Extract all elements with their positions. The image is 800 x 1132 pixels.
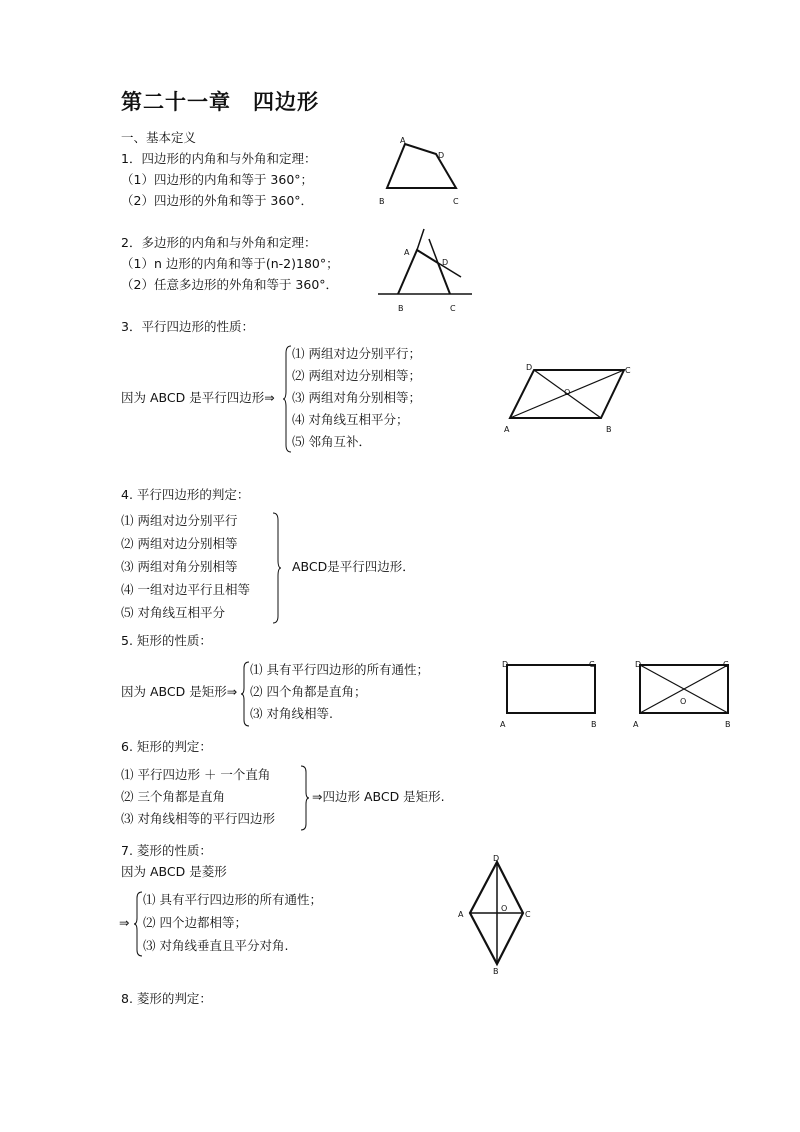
label-o: O (501, 904, 508, 913)
label-b: B (398, 304, 404, 313)
s2-heading: 2．多边形的内角和与外角和定理： (121, 235, 317, 250)
s4-heading: 4. 平行四边形的判定： (121, 487, 250, 502)
rectangle-diagonals-figure (630, 655, 740, 730)
s7-item-3: ⑶ 对角线垂直且平分对角. (143, 938, 289, 953)
exterior-angle-figure (370, 225, 480, 320)
s6-item-1: ⑴ 平行四边形 ＋ 一个直角 (121, 767, 271, 782)
s4-item-1: ⑴ 两组对边分别平行 (121, 513, 238, 528)
rectangle-figure (495, 655, 605, 730)
label-a: A (404, 248, 410, 257)
label-a: A (500, 720, 506, 729)
label-c: C (450, 304, 456, 313)
label-a: A (633, 720, 639, 729)
label-c: C (625, 366, 631, 375)
label-a: A (504, 425, 510, 434)
s7-item-1: ⑴ 具有平行四边形的所有通性； (143, 892, 322, 907)
s3-heading: 3．平行四边形的性质： (121, 319, 254, 334)
left-brace (133, 891, 143, 957)
chapter-topic: 四边形 (253, 90, 319, 114)
s4-item-4: ⑷ 一组对边平行且相等 (121, 582, 250, 597)
label-c: C (525, 910, 531, 919)
s7-arrow: ⇒ (119, 915, 130, 930)
s7-heading: 7. 菱形的性质： (121, 843, 212, 858)
label-o: O (564, 388, 571, 397)
right-brace (300, 765, 310, 831)
s1-line-2: （2）四边形的外角和等于 360°． (121, 193, 314, 208)
label-d: D (438, 151, 445, 160)
s5-item-1: ⑴ 具有平行四边形的所有通性； (250, 662, 429, 677)
s6-result: ⇒四边形 ABCD 是矩形. (312, 789, 445, 804)
s1-line-1: （1）四边形的内角和等于 360°； (121, 172, 314, 187)
label-b: B (606, 425, 612, 434)
s6-item-3: ⑶ 对角线相等的平行四边形 (121, 811, 275, 826)
section-basic-definitions: 一、基本定义 (121, 130, 197, 145)
s5-item-3: ⑶ 对角线相等. (250, 706, 333, 721)
s1-heading: 1．四边形的内角和与外角和定理： (121, 151, 317, 166)
parallelogram-figure (498, 362, 643, 440)
label-d: D (493, 854, 500, 863)
label-c: C (453, 197, 459, 206)
left-brace (240, 661, 250, 727)
label-a: A (458, 910, 464, 919)
quadrilateral-figure (370, 130, 480, 210)
s2-line-2: （2）任意多边形的外角和等于 360°． (121, 277, 339, 292)
chapter-number: 第二十一章 (121, 90, 231, 114)
s7-lead: 因为 ABCD 是菱形 (121, 864, 227, 879)
rhombus-figure (450, 850, 545, 980)
label-d: D (442, 258, 449, 267)
right-brace (272, 512, 282, 624)
label-b: B (379, 197, 385, 206)
page-title (121, 86, 319, 116)
label-d: D (526, 363, 533, 372)
s4-result: ABCD是平行四边形． (292, 559, 415, 574)
s6-item-2: ⑵ 三个角都是直角 (121, 789, 225, 804)
label-a: A (400, 136, 406, 145)
s3-item-1: ⑴ 两组对边分别平行； (292, 346, 421, 361)
s3-lead: 因为 ABCD 是平行四边形⇒ (121, 390, 275, 405)
s2-line-1: （1）n 边形的内角和等于(n-2)180°； (121, 256, 339, 271)
s3-item-3: ⑶ 两组对角分别相等； (292, 390, 421, 405)
label-c: C (723, 660, 729, 669)
label-d: D (502, 660, 509, 669)
s3-item-2: ⑵ 两组对边分别相等； (292, 368, 421, 383)
s3-item-4: ⑷ 对角线互相平分； (292, 412, 409, 427)
s6-heading: 6. 矩形的判定： (121, 739, 212, 754)
label-b: B (591, 720, 597, 729)
s5-heading: 5. 矩形的性质： (121, 633, 212, 648)
s4-item-5: ⑸ 对角线互相平分 (121, 605, 225, 620)
s7-item-2: ⑵ 四个边都相等； (143, 915, 247, 930)
left-brace (282, 345, 292, 453)
label-o: O (680, 697, 687, 706)
s5-lead: 因为 ABCD 是矩形⇒ (121, 684, 238, 699)
s4-item-3: ⑶ 两组对角分别相等 (121, 559, 238, 574)
label-d: D (635, 660, 642, 669)
s4-item-2: ⑵ 两组对边分别相等 (121, 536, 238, 551)
label-b: B (725, 720, 731, 729)
label-c: C (589, 660, 595, 669)
s5-item-2: ⑵ 四个角都是直角； (250, 684, 367, 699)
s8-heading: 8. 菱形的判定： (121, 991, 212, 1006)
label-b: B (493, 967, 499, 976)
s3-item-5: ⑸ 邻角互补． (292, 434, 371, 449)
